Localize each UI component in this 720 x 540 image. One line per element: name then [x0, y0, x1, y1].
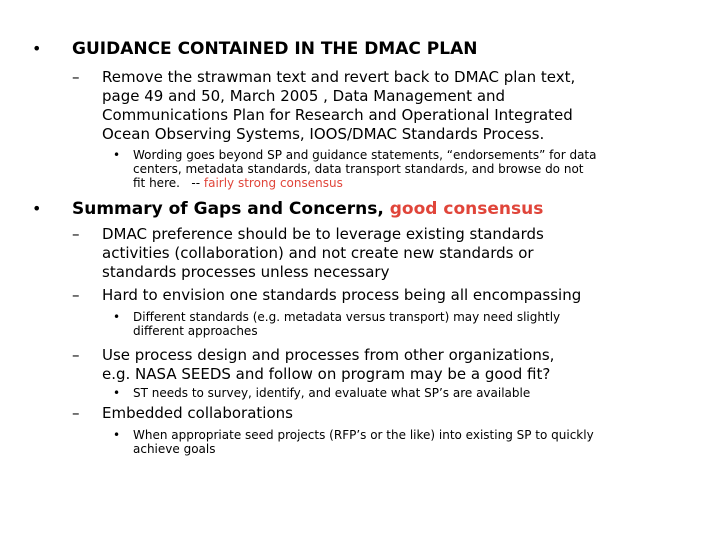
text-line: achieve goals — [133, 442, 216, 456]
item-text — [102, 286, 581, 305]
sub-item-text — [133, 148, 597, 190]
consensus-label: good consensus — [389, 199, 544, 219]
section-heading-summary — [72, 198, 543, 220]
section-summary — [30, 198, 543, 220]
text-line: Use process design and processes from other organizations, — [102, 346, 555, 364]
text-line: activities (collaboration) and not create new standards or — [102, 244, 534, 262]
text-line: e.g. NASA SEEDS and follow on program may be a good fit? — [102, 365, 551, 383]
dash-icon: – — [72, 68, 80, 86]
dash-icon: – — [72, 286, 80, 304]
consensus-label: fairly strong consensus — [203, 176, 343, 190]
bullet-icon: • — [113, 148, 121, 162]
list-item-process-design — [72, 346, 554, 384]
text-line: ST needs to survey, identify, and evaluate what SP’s are available — [133, 386, 531, 400]
section-heading-guidance: GUIDANCE CONTAINED IN THE DMAC PLAN — [72, 39, 478, 59]
list-item-remove-strawman — [72, 68, 575, 144]
text-line: standards processes unless necessary — [102, 263, 390, 281]
text-line: When appropriate seed projects (RFP’s or the like) into existing SP to quickly — [133, 428, 594, 442]
sub-item-text — [133, 310, 560, 338]
text-line: centers, metadata standards, data transport standards, and browse do not — [133, 162, 584, 176]
section-guidance — [30, 38, 477, 60]
text-line: page 49 and 50, March 2005 , Data Management and — [102, 87, 506, 105]
item-text — [102, 346, 554, 384]
heading-text: Summary of Gaps and Concerns, — [72, 199, 390, 219]
item-text — [102, 404, 293, 423]
bullet-icon: • — [32, 39, 42, 58]
dash-icon: – — [72, 346, 80, 364]
bullet-icon: • — [113, 428, 121, 442]
list-item-dmac-preference — [72, 225, 544, 282]
text-line: Remove the strawman text and revert back to DMAC plan text, — [102, 68, 576, 86]
text-line: DMAC preference should be to leverage existing standards — [102, 225, 544, 243]
text-line — [133, 176, 597, 190]
text-line: Ocean Observing Systems, IOOS/DMAC Standards Process. — [102, 125, 545, 143]
list-item-embedded-collaborations — [72, 404, 293, 423]
bullet-icon: • — [32, 199, 42, 218]
sub-item-wording — [113, 148, 597, 190]
sub-item-text — [133, 386, 530, 400]
text-line: different approaches — [133, 324, 258, 338]
sub-item-st-survey — [113, 386, 530, 400]
sub-item-seed-projects — [113, 428, 594, 456]
sub-item-different-standards — [113, 310, 560, 338]
bullet-icon: • — [113, 386, 121, 400]
text-line: Communications Plan for Research and Operational Integrated — [102, 106, 573, 124]
text-line: Different standards (e.g. metadata versus transport) may need slightly — [133, 310, 561, 324]
item-text — [102, 225, 544, 282]
list-item-hard-to-envision — [72, 286, 581, 305]
bullet-icon: • — [113, 310, 121, 324]
dash-icon: – — [72, 225, 80, 243]
text-line: Embedded collaborations — [102, 404, 293, 422]
text-fragment: fit here. -- — [133, 176, 204, 190]
text-line: Hard to envision one standards process being all encompassing — [102, 286, 582, 304]
text-line: Wording goes beyond SP and guidance statements, “endorsements” for data — [133, 148, 597, 162]
sub-item-text — [133, 428, 594, 456]
dash-icon: – — [72, 404, 80, 422]
item-text — [102, 68, 575, 144]
